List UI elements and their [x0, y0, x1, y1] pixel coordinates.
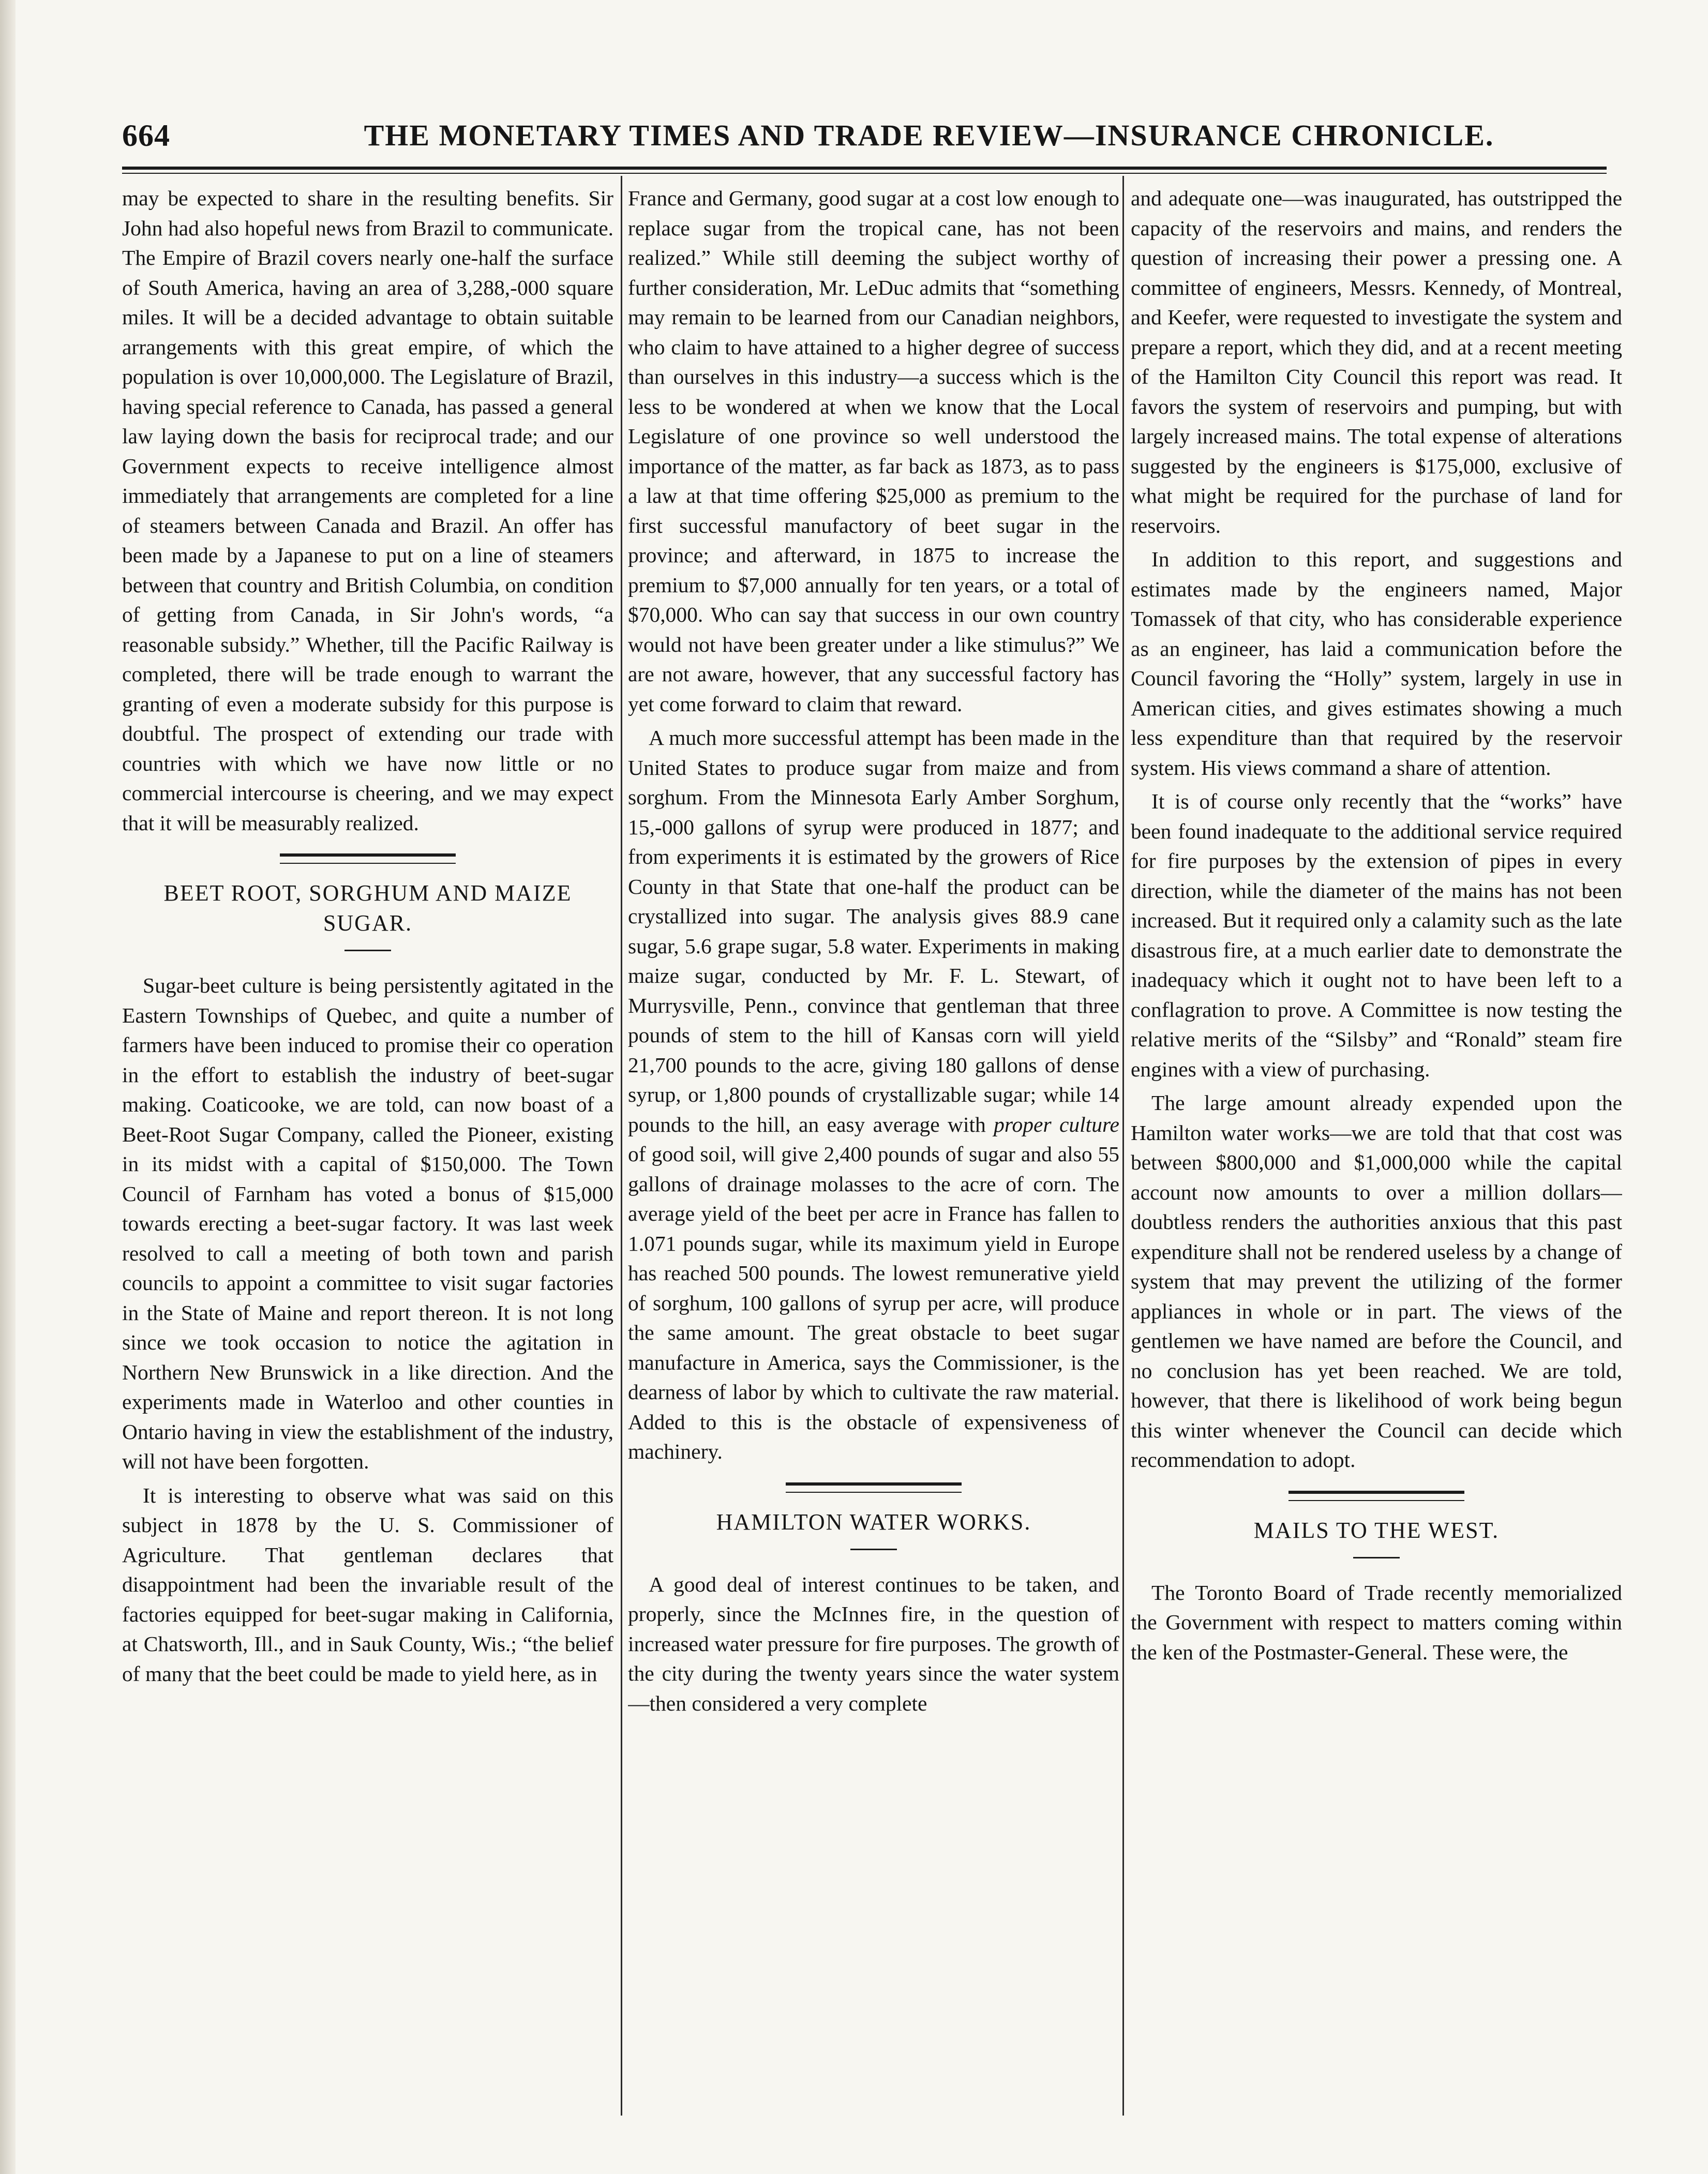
article-paragraph: may be expected to share in the resulting benefits. Sir John had also hopeful news from Brazil to communicate. The Empire of Brazil covers nearly one-half the surface of South America, having an area of 3,288,-000 square miles. It will be a decided advantage to obtain suitable arrangements with this great empire, of which the population is over 10,000,000. The Legislature of Brazil, having special reference to Canada, has passed a general law laying down the basis for reciprocal trade; and our Government expects to receive intelligence almost immediately that arrangements are completed for a line of steamers between Canada and Brazil. An offer has been made by a Japanese to put on a line of steamers between that country and British Columbia, on condition of getting from Canada, in Sir John's words, “a reasonable subsidy.” Whether, till the Pacific Railway is completed, there will be trade enough to warrant the granting of even a moderate subsidy for this purpose is doubtful. The prospect of extending our trade with countries with which we have now little or no commercial intercourse is cheering, and we may expect that it will be measurably realized. [122, 186, 613, 835]
column-divider [621, 176, 622, 2116]
article-paragraph: The Toronto Board of Trade recently memorialized the Government with respect to matters coming within the ken of the Postmaster-General. These were, the [1131, 1580, 1622, 1664]
page-header [122, 114, 1607, 160]
article-paragraph: and adequate one—was inaugurated, has outstripped the capacity of the reservoirs and mains, and renders the question of increasing their power a pressing one. A committee of engineers, Messrs. Kennedy, of Montreal, and Keefer, were requested to investigate the system and prepare a report, which they did, and at a recent meeting of the Hamilton City Council this report was read. It favors the system of reservoirs and pumping, but with largely increased mains. The total expense of alterations suggested by the engineers is $175,000, exclusive of what might be required for the purchase of land for reservoirs. [1131, 186, 1622, 537]
article-heading-mails-to-the-west: MAILS TO THE WEST. [1253, 1517, 1500, 1543]
column-divider [1122, 176, 1124, 2116]
article-heading-hamilton-water-works: HAMILTON WATER WORKS. [716, 1509, 1031, 1535]
paragraph-text: of good soil, will give 2,400 pounds of sugar and also 55 gallons of drainage molasses to the acre of corn. The average yield of the beet per acre in France has fallen to 1.071 pounds sugar, while its maximum yield in Europe has reached 500 pounds. The lowest remunerative yield of sorghum, 100 gallons of syrup per acre, will produce the same amount. The great obstacle to beet sugar manufacture in America, says the Commissioner, is the dearness of labor by which to cultivate the raw material. Added to this is the obstacle of expensiveness of machinery. [628, 1142, 1119, 1463]
heading-dash [1353, 1557, 1400, 1558]
article-paragraph: Sugar-beet culture is being persistently agitated in the Eastern Townships of Quebec, and quite a number of farmers have been induced to promise their co operation in the effort to establish the industry of beet-sugar making. Coaticooke, we are told, can now boast of a Beet-Root Sugar Company, called the Pioneer, existing in its midst with a capital of $150,000. The Town Council of Farnham has voted a bonus of $15,000 towards erecting a beet-sugar factory. It was last week resolved to call a meeting of both town and parish councils to appoint a committee to visit sugar factories in the State of Maine and report thereon. It is not long since we took occasion to notice the agitation in Northern New Brunswick in a like direction. And the experiments made in Waterloo and other counties in Ontario having in view the establishment of the industry, will not have been forgotten. [122, 973, 613, 1473]
header-rule [122, 167, 1607, 174]
section-rule [1289, 1491, 1464, 1501]
column-3 [1131, 184, 1622, 2149]
column-1 [122, 184, 613, 2149]
article-paragraph: It is interesting to observe what was said on this subject in 1878 by the U. S. Commissioner of Agriculture. That gentleman declares that disappointment had been the invariable result of the factories equipped for beet-sugar making in California, at Chatsworth, Ill., and in Sauk County, Wis.; “the belief of many that the beet could be made to yield here, as in [122, 1483, 613, 1686]
page-number: 664 [122, 118, 170, 153]
binding-edge-shadow [0, 0, 16, 2174]
article-paragraph: It is of course only recently that the “works” have been found inadequate to the additional service required for fire purposes by the extension of pipes in every direction, while the diameter of the mains has not been increased. But it required only a calamity such as the late disastrous fire, at a much earlier date to demonstrate the inadequacy which it ought not to have been left to a conflagration to prove. A Committee is now testing the relative merits of the “Silsby” and “Ronald” steam fire engines with a view of purchasing. [1131, 789, 1622, 1081]
article-paragraph: The large amount already expended upon the Hamilton water works—we are told that that cost was between $800,000 and $1,000,000 while the capital account now amounts to over a million dollars—doubtless renders the authorities anxious that this past expenditure shall not be rendered useless by a change of system that may prevent the utilizing of the former appliances in whole or in part. The views of the gentlemen we have named are before the Council, and no conclusion has yet been reached. We are told, however, that there is likelihood of work being begun this winter whenever the Council can decide which recommendation to adopt. [1131, 1091, 1622, 1472]
article-paragraph: France and Germany, good sugar at a cost low enough to replace sugar from the tropical cane, has not been realized.” While still deeming the subject worthy of further consideration, Mr. LeDuc admits that “something may remain to be learned from our Canadian neighbors, who claim to have attained to a higher degree of success than ourselves in this industry—a success which is the less to be wondered at when we know that the Local Legislature of one province so well understood the importance of the matter, as far back as 1873, as to pass a law at that time offering $25,000 as premium to the first successful manufactory of beet sugar in the province; and afterward, in 1875 to increase the premium to $7,000 annually for ten years, or a total of $70,000. Who can say that success in our own country would not have been greater under a like stimulus?” We are not aware, however, that any successful factory has yet come forward to claim that reward. [628, 186, 1119, 716]
article-paragraph: In addition to this report, and suggestions and estimates made by the engineers named, Major Tomassek of that city, who has considerable experience as an engineer, has laid a communication before the Council favoring the “Holly” system, largely in use in American cities, and gives estimates showing a much less expenditure than that required by the reservoir system. His views command a share of attention. [1131, 547, 1622, 779]
article-paragraph [628, 723, 1119, 1467]
section-rule [280, 853, 456, 864]
section-rule [786, 1482, 962, 1493]
paragraph-text: A much more successful attempt has been made in the United States to produce sugar from maize and from sorghum. From the Minnesota Early Amber Sorghum, 15,-000 gallons of syrup were produced in 1877; and from experiments it is estimated by the growers of Rice County in that State that one-half the product can be crystallized into sugar. The analysis gives 88.9 cane sugar, 5.6 grape sugar, 5.8 water. Experiments in making maize sugar, conducted by Mr. F. L. Stewart, of Murrysville, Penn., convince that gentleman that three pounds of stem to the hill of Kansas corn will yield 21,700 pounds to the acre, giving 180 gallons of dense syrup, or 1,800 pounds of crystallizable sugar; while 14 pounds to the hill, an easy average with [628, 726, 1119, 1136]
italic-phrase: proper culture [994, 1112, 1119, 1136]
article-paragraph: A good deal of interest continues to be taken, and properly, since the McInnes fire, in the question of increased water pressure for fire purposes. The growth of the city during the twenty years since the water system—then considered a very complete [628, 1572, 1119, 1715]
running-title: THE MONETARY TIMES AND TRADE REVIEW—INSURANCE CHRONICLE. [364, 118, 1494, 152]
article-heading-beet-root: BEET ROOT, SORGHUM AND MAIZE SUGAR. [163, 880, 572, 936]
column-2 [628, 184, 1119, 2149]
heading-dash [344, 950, 391, 951]
heading-dash [850, 1549, 897, 1550]
